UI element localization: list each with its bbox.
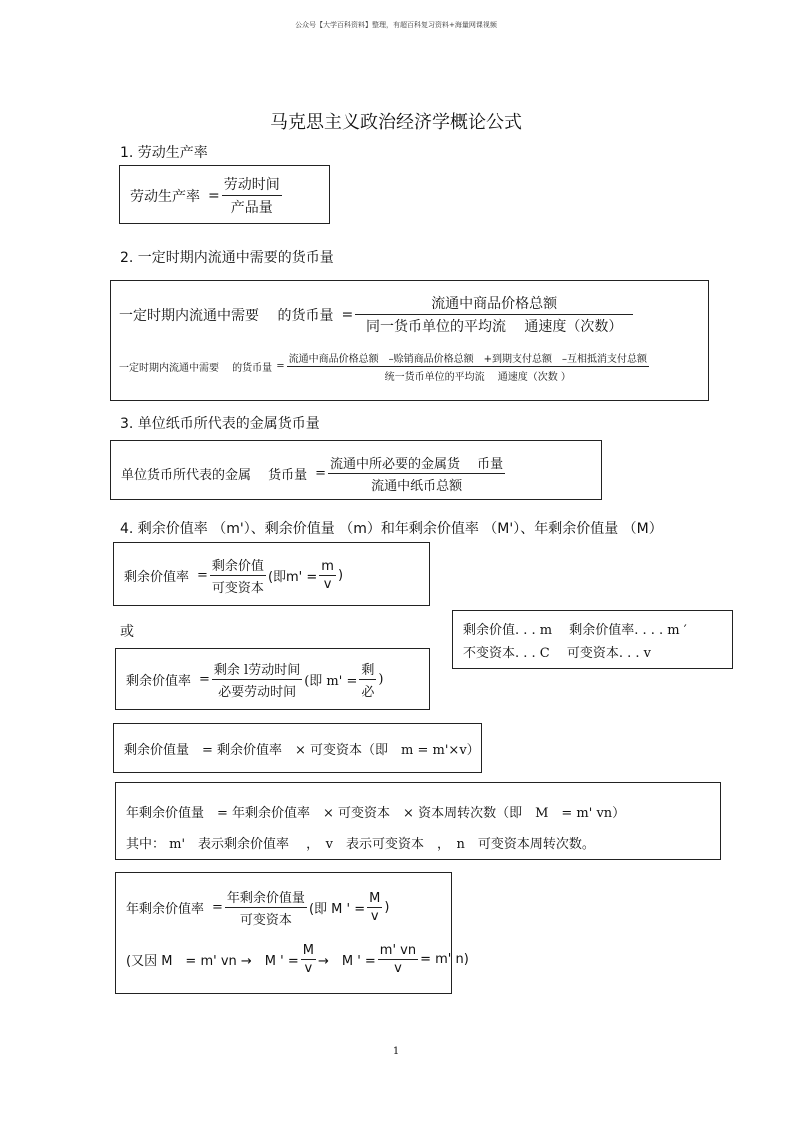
section-4-heading: 4. 剩余价值率 （m'）、剩余价值量 （m）和年剩余价值率 （M'）、年剩余价值量 （M） xyxy=(120,521,663,537)
section-3-heading: 3. 单位纸币所代表的金属货币量 xyxy=(120,416,320,432)
equals-sign: = xyxy=(341,306,354,323)
paren-open: (即 m' = xyxy=(304,674,358,689)
legend-line-2: 不变资本. . . C 可变资本. . . v xyxy=(463,646,652,661)
paren-close: ) xyxy=(337,568,344,583)
derivation-suffix: = m' n) xyxy=(420,952,469,967)
numerator: m xyxy=(321,559,334,574)
paper-money-box xyxy=(110,440,602,500)
money-quantity-box xyxy=(110,280,709,401)
surplus-labor-time-box xyxy=(115,648,430,710)
paren-fraction xyxy=(367,891,382,924)
fraction xyxy=(328,453,505,494)
numerator: 流通中所必要的金属货 币量 xyxy=(328,453,505,474)
numerator: m' vn xyxy=(379,943,417,958)
paren-fraction xyxy=(319,559,336,592)
denominator: v xyxy=(323,577,332,592)
numerator: 流通中商品价格总额 xyxy=(355,293,633,315)
paper-money-formula xyxy=(121,453,507,494)
denominator: v xyxy=(370,909,379,924)
fraction xyxy=(225,887,307,928)
annual-surplus-value-note: 其中： m' 表示剩余价值率 ， v 表示可变资本 ， n 可变资本周转次数。 xyxy=(126,837,595,852)
page-number: 1 xyxy=(392,1046,400,1057)
equals-sign: = xyxy=(212,900,223,915)
equals-sign: = xyxy=(208,187,220,204)
denominator: 产品量 xyxy=(230,200,273,216)
denominator: 必 xyxy=(361,685,375,700)
numerator: 剩余价值 xyxy=(210,555,266,576)
paren-open: (即m' = xyxy=(267,570,318,585)
fraction xyxy=(222,174,282,217)
derivation-fraction-2 xyxy=(378,943,418,976)
derivation-prefix: (又因 M = m' vn → M ' = xyxy=(126,954,299,969)
annual-surplus-value-rate-box xyxy=(115,872,469,994)
formula-lhs: 一定时期内流通中需要 的货币量 xyxy=(119,307,334,324)
surplus-value-amount-box xyxy=(113,723,482,773)
surplus-value-rate-box xyxy=(113,542,430,606)
money-quantity-formula-1 xyxy=(119,293,635,336)
paren-close: ) xyxy=(378,672,384,687)
paren-close: ) xyxy=(384,900,390,915)
legend-line-1: 剩余价值. . . m 剩余价值率. . . . m ′ xyxy=(463,623,687,638)
section-2-heading: 2. 一定时期内流通中需要的货币量 xyxy=(120,250,334,266)
fraction xyxy=(287,350,649,383)
numerator: 剩余 l劳动时间 xyxy=(212,659,302,680)
fraction xyxy=(212,659,302,700)
numerator: M xyxy=(302,943,314,958)
formula-lhs: 剩余价值率 xyxy=(126,674,192,689)
surplus-value-rate-formula xyxy=(124,555,343,596)
numerator: M xyxy=(369,891,381,906)
denominator: 可变资本 xyxy=(211,581,264,596)
equals-sign: = xyxy=(315,466,327,481)
denominator: 可变资本 xyxy=(239,913,292,928)
denominator: 必要劳动时间 xyxy=(218,685,297,700)
derivation-arrow: → M ' = xyxy=(317,954,376,969)
fraction xyxy=(355,293,633,336)
equals-sign: = xyxy=(197,568,208,583)
labor-productivity-box xyxy=(119,165,330,224)
paren-fraction xyxy=(359,659,376,700)
or-text: 或 xyxy=(120,624,134,640)
equals-sign: = xyxy=(276,361,285,372)
numerator: 流通中商品价格总额 –赊销商品价格总额 +到期支付总额 –互相抵消支付总额 xyxy=(287,350,649,367)
legend-box xyxy=(452,610,733,669)
numerator: 剩 xyxy=(359,659,376,680)
surplus-labor-time-formula xyxy=(126,659,383,700)
surplus-value-amount-formula: 剩余价值量 = 剩余价值率 × 可变资本（即 m = m'×v） xyxy=(124,743,480,758)
formula-lhs: 一定时期内流通中需要 的货币量 xyxy=(119,363,273,374)
section-1-heading: 1. 劳动生产率 xyxy=(120,145,208,161)
denominator: 流通中纸币总额 xyxy=(371,479,463,494)
denominator: 统一货币单位的平均流 通速度（次数 ） xyxy=(384,372,571,383)
equals-sign: = xyxy=(199,672,210,687)
page-header: 公众号【大学百科资料】整理，有超百科复习资料+海量网课视频 xyxy=(295,21,497,29)
annual-surplus-value-formula: 年剩余价值量 = 年剩余价值率 × 可变资本 × 资本周转次数（即 M = m' vn） xyxy=(126,806,626,821)
formula-lhs: 剩余价值率 xyxy=(124,570,190,585)
denominator: 同一货币单位的平均流 通速度（次数） xyxy=(365,319,623,335)
annual-surplus-value-box xyxy=(115,782,721,860)
annual-surplus-derivation xyxy=(126,943,469,976)
derivation-fraction-1 xyxy=(301,943,316,976)
formula-lhs: 单位货币所代表的金属 货币量 xyxy=(121,468,308,483)
denominator: v xyxy=(394,961,402,976)
annual-surplus-value-rate-formula xyxy=(126,887,389,928)
labor-productivity-formula xyxy=(130,174,284,217)
formula-lhs: 劳动生产率 xyxy=(130,188,200,205)
paren-open: (即 M ' = xyxy=(308,902,366,917)
page-title: 马克思主义政治经济学概论公式 xyxy=(270,112,522,133)
fraction xyxy=(210,555,266,596)
numerator: 年剩余价值量 xyxy=(225,887,307,908)
denominator: v xyxy=(304,961,313,976)
numerator: 劳动时间 xyxy=(222,174,282,196)
money-quantity-formula-2 xyxy=(119,350,651,383)
formula-lhs: 年剩余价值率 xyxy=(126,902,205,917)
